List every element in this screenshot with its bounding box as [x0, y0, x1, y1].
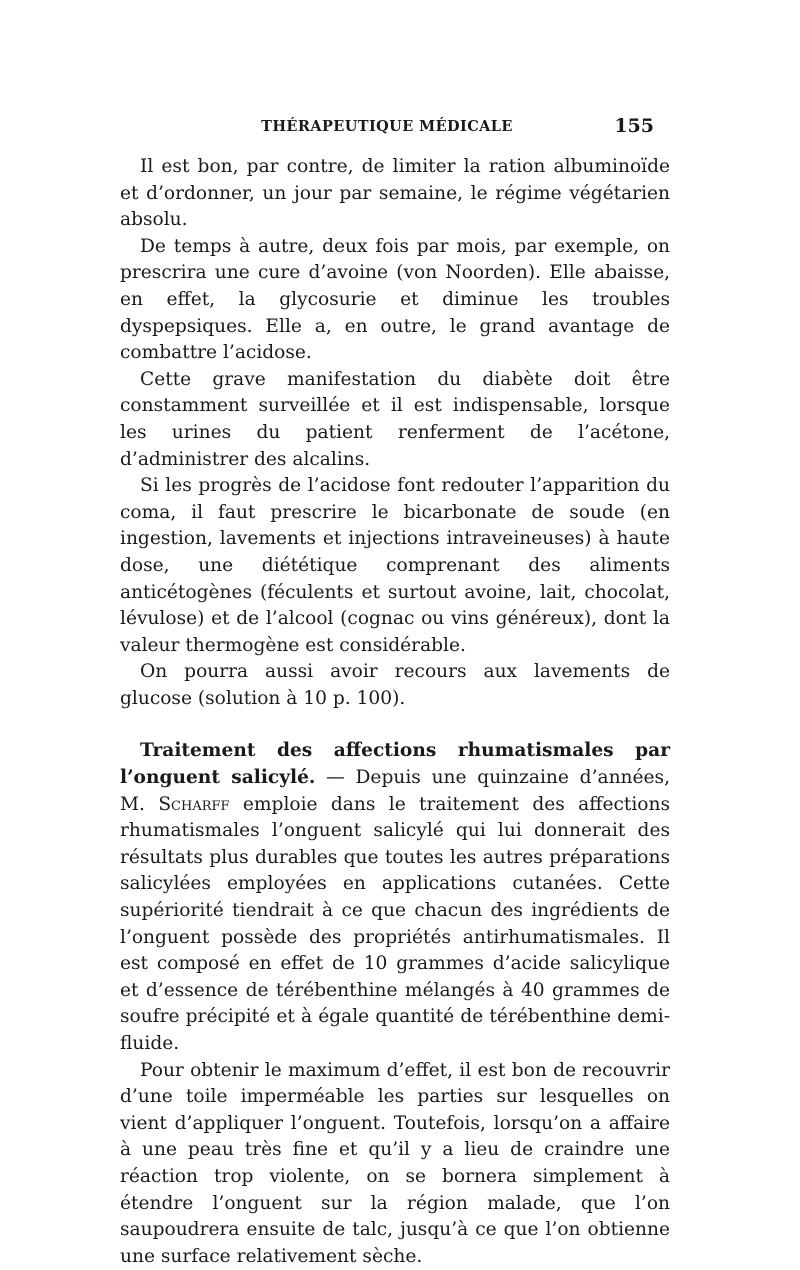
running-header [120, 115, 654, 142]
page-number: 155 [614, 115, 654, 137]
section-intro-rest: emploie dans le traitement des affections rhumatismales l’onguent salicylé qui lui donnerait des résultats plus durables que toutes les autres préparations salicylées employées en applications cutanées. Cette supériorité tiendrait à ce que chacun des ingrédients de l’onguent possède des propriétés antirhumatismales. Il est composé en effet de 10 grammes d’acide salicylique et d’essence de térébenthine mélangés à 40 grammes de soufre précipité et à égale quantité de térébenthine demi-fluide. [120, 793, 670, 1054]
section-intro-start: — Depuis une quinzaine d’années, M. [120, 767, 670, 815]
paragraph-coma: Si les progrès de l’acidose font redouter l’apparition du coma, il faut prescrire le bicarbonate de soude (en ingestion, lavements et injections intraveineuses) à haute dose, une diététique comprenant des aliments anticétogènes (féculents et surtout avoine, lait, chocolat, lévulose) et de l’alcool (cognac ou vins généreux), dont la valeur thermogène est considérable. [120, 475, 670, 656]
body-text [120, 154, 670, 1270]
paragraph-ration: Il est bon, par contre, de limiter la ration albuminoïde et d’ordonner, un jour par semaine, le régime végétarien absolu. [120, 156, 670, 231]
author-name: Scharff [158, 793, 230, 815]
paragraph-cure-avoine: De temps à autre, deux fois par mois, par exemple, on prescrira une cure d’avoine (von Noorden). Elle abaisse, en effet, la glycosurie et diminue les troubles dyspepsiques. Elle a, en outre, le grand avantage de combattre l’acidose. [120, 235, 670, 364]
section-rhumatismes [120, 738, 670, 1057]
section-title: Traitement des affections rhumatismales par l’onguent salicylé. [120, 740, 670, 789]
paragraph-glucose: On pourra aussi avoir recours aux lavements de glucose (solution à 10 p. 100). [120, 661, 670, 709]
running-title: THÉRAPEUTIQUE MÉDICALE [261, 118, 513, 135]
paragraph-acidose: Cette grave manifestation du diabète doit être constamment surveillée et il est indispensable, lorsque les urines du patient renferment de l’acétone, d’administrer des alcalins. [120, 368, 670, 470]
paragraph-application: Pour obtenir le maximum d’effet, il est bon de recouvrir d’une toile imperméable les parties sur lesquelles on vient d’appliquer l’onguent. Toutefois, lorsqu’on a affaire à une peau très fine et qu’il y a lieu de craindre une réaction trop violente, on se bornera simplement à étendre l’onguent sur la région malade, que l’on saupoudrera ensuite de talc, jusqu’à ce que l’on obtienne une surface relativement sèche. [120, 1059, 670, 1267]
